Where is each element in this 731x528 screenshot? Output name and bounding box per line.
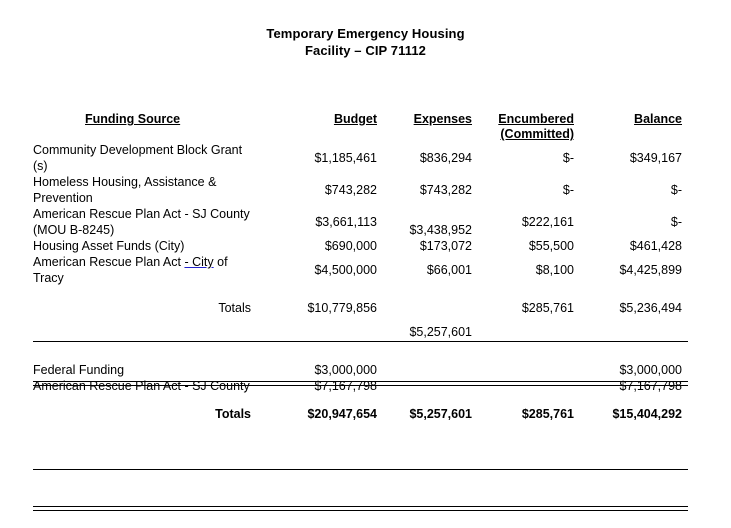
- grand-total-encumbered: $285,761: [521, 407, 574, 421]
- funding-table-container: [33, 112, 688, 434]
- subtotal-encumbered: $285,761: [521, 301, 574, 315]
- table-row: [33, 142, 688, 174]
- subtotal-label: Totals: [218, 301, 251, 315]
- cell-encumbered: [478, 362, 580, 378]
- cell-encumbered: [478, 378, 580, 394]
- header-cell-expenses: [383, 112, 478, 142]
- cell-funding-source: Community Development Block Grant (s): [33, 143, 243, 173]
- spacer-cell: [33, 286, 688, 300]
- spacer-row: [33, 340, 688, 362]
- spacer-row: [33, 394, 688, 406]
- spacer-cell: [33, 394, 688, 406]
- cell-expenses: [383, 378, 478, 394]
- grand-total-budget: $20,947,654: [307, 407, 377, 421]
- header-cell-funding-source: [33, 112, 261, 142]
- cell-funding-source: Housing Asset Funds (City): [33, 239, 185, 253]
- spacer-cell: [33, 340, 688, 362]
- cell-expenses: $173,072: [419, 239, 472, 253]
- header-label-funding-source: Funding Source: [85, 112, 181, 126]
- table-row: [33, 238, 688, 254]
- grand-total-label: Totals: [215, 407, 251, 421]
- cell-funding-source: Federal Funding: [33, 363, 125, 377]
- subtotal-budget: $10,779,856: [307, 301, 377, 315]
- cell-expenses: [383, 362, 478, 378]
- page-title-line-2: Facility – CIP 71112: [304, 43, 426, 58]
- cell-balance: $-: [670, 215, 682, 229]
- page-title: [0, 25, 731, 59]
- grandtotal-top-rule: [33, 469, 688, 470]
- cell-balance: $349,167: [629, 151, 682, 165]
- cell-budget: $4,500,000: [314, 263, 377, 277]
- cell-expenses: $66,001: [426, 263, 472, 277]
- cell-encumbered: $55,500: [528, 239, 574, 253]
- spacer-row: [33, 286, 688, 300]
- cell-encumbered: $-: [562, 183, 574, 197]
- cell-encumbered: $8,100: [535, 263, 574, 277]
- subtotal-balance: $5,236,494: [619, 301, 682, 315]
- header-cell-balance: [580, 112, 688, 142]
- table-row: [33, 206, 688, 238]
- cell-balance: $3,000,000: [619, 363, 682, 377]
- subtotal-expenses: $5,257,601: [409, 325, 472, 339]
- cell-funding-source: American Rescue Plan Act - SJ County (MOU B-8245): [33, 207, 250, 237]
- header-label-budget: Budget: [333, 112, 377, 126]
- grand-total-balance: $15,404,292: [612, 407, 682, 421]
- cell-budget: $743,282: [324, 183, 377, 197]
- table-row: [33, 254, 688, 286]
- cell-budget: $690,000: [324, 239, 377, 253]
- page-title-line-1: Temporary Emergency Housing: [266, 26, 465, 41]
- cell-encumbered: $222,161: [521, 215, 574, 229]
- grandtotal-bottom-double-rule: [33, 506, 688, 511]
- header-label-encumbered-line-2: (Committed): [500, 127, 574, 141]
- cell-expenses: $3,438,952: [409, 223, 472, 237]
- cell-balance: $-: [670, 183, 682, 197]
- header-cell-budget: [261, 112, 383, 142]
- cell-funding-source: Homeless Housing, Assistance & Prevention: [33, 175, 217, 205]
- header-label-expenses: Expenses: [413, 112, 472, 126]
- cell-balance: $461,428: [629, 239, 682, 253]
- cell-balance: $4,425,899: [619, 263, 682, 277]
- cell-expenses: $836,294: [419, 151, 472, 165]
- cell-funding-source: [33, 254, 261, 286]
- cell-budget: $3,000,000: [314, 363, 377, 377]
- tracked-insertion-text: - City: [184, 255, 214, 269]
- header-label-encumbered-line-1: Encumbered: [498, 112, 574, 126]
- cell-budget: $1,185,461: [314, 151, 377, 165]
- table-row: [33, 362, 688, 378]
- table-header-row: [33, 112, 688, 142]
- cell-encumbered: $-: [562, 151, 574, 165]
- cell-funding-source: American Rescue Plan Act - SJ County: [33, 379, 250, 393]
- cell-expenses: $743,282: [419, 183, 472, 197]
- table-row: [33, 174, 688, 206]
- source-text-after-insertion: of Tracy: [33, 255, 228, 285]
- cell-budget: $3,661,113: [315, 215, 377, 229]
- cell-budget: $7,167,798: [314, 379, 377, 393]
- source-text-before-insertion: American Rescue Plan Act: [33, 255, 185, 269]
- grand-total-expenses: $5,257,601: [409, 407, 472, 421]
- header-label-balance: Balance: [634, 112, 682, 126]
- funding-table: [33, 112, 688, 434]
- subtotal-row: [33, 300, 688, 340]
- table-row: [33, 378, 688, 394]
- cell-balance: $7,167,798: [619, 379, 682, 393]
- grand-total-row: [33, 406, 688, 434]
- header-cell-encumbered: [478, 112, 580, 142]
